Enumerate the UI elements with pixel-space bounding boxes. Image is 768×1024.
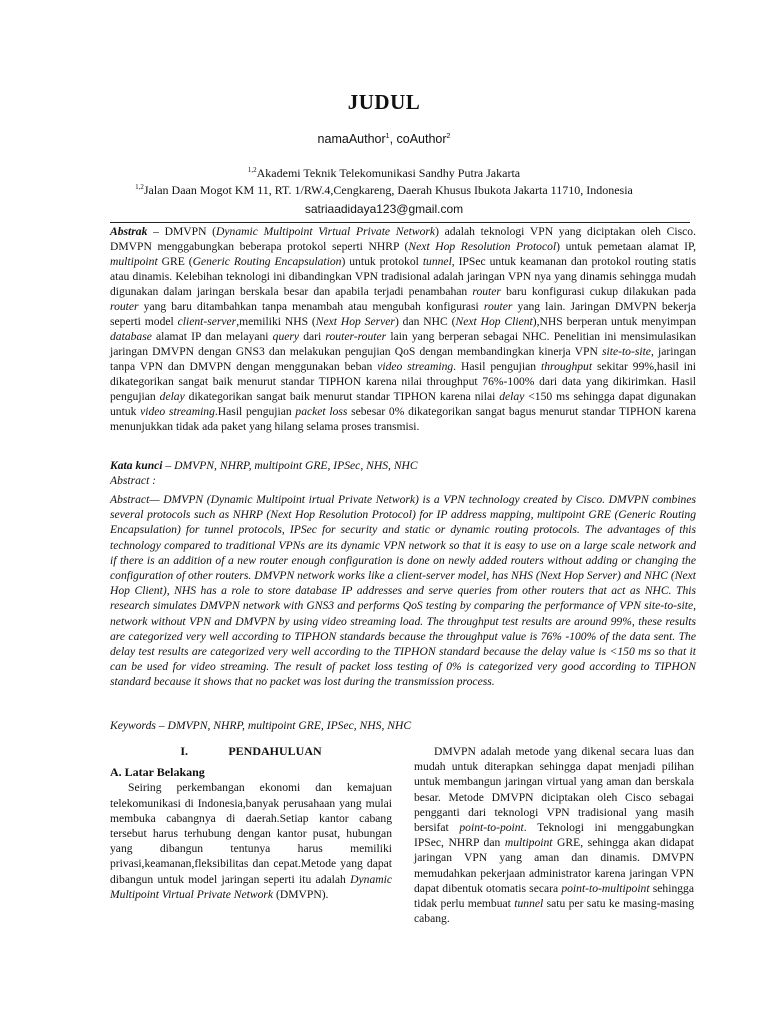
abstract-run: <150 ms sehingga dapat digunakan untuk	[110, 390, 696, 418]
right-paragraph-italic-run: point-to-point	[459, 821, 524, 835]
right-paragraph-italic-run: point-to-multipoint	[561, 881, 650, 895]
keywords-label: Kata kunci	[110, 459, 163, 472]
abstract-english: Abstract— DMVPN (Dynamic Multipoint irtual Private Network) is a VPN technology created by Cisco. DMVPN combines several protocols such as NHRP (Next Hop Resolution Protocol) for IP address mapping, multipoint GRE (Generic Routing Encapsulation) for tunnel protocols, IPSec for security and static or dynamic routing protocols. The advantages of this technology compared to traditional VPNs are its dynamic VPN network so that it is easy to use on a large scale network and if there is an addition of a new router enough configuration is done on newly added routers without adding or changing the configuration of other routers. DMVPN network works like a client-server model, has NHS (Next Hop Server) and NHC (Next Hop Client), NHS has a role to store database IP addresses and serve queries from other routers that act as NHC. This research simulates DMVPN network with GNS3 and performs QoS testing by comparing the performance of VPN site-to-site, network without VPN and DMVPN by using video streaming load. The throughput test results are around 99%, these results are categorized very well according to TIPHON standards because the throughput value is 76% -100% of the data sent. The delay test results are categorized very well according to the TIPHON standard because the delay value is <150 ms so that it can be used for video streaming. The result of packet loss testing of 0% is categorized very good according to TIPHON standard because it shows that no packet was lost during the transmission process.	[110, 493, 696, 689]
abstract-italic-run: delay	[499, 390, 525, 403]
abstract-italic-run: Generic Routing Encapsulation	[192, 255, 342, 268]
abstract-run: baru konfigurasi cukup dilakukan pada	[500, 285, 696, 298]
abstract-run: , jaringan tanpa VPN dan DMVPN dengan menggunakan beban	[110, 345, 696, 373]
abstract-body	[110, 225, 696, 433]
right-paragraph-run: GRE, sehingga akan didapat jaringan VPN yang aman dan dinamis. DMVPN memudahkan pekerjaan administrator karena jaringan VPN dapat dibentuk otomatis secara	[414, 836, 694, 895]
abstract-italic-run: router	[472, 285, 501, 298]
abstract-italic-run: video streaming	[140, 405, 215, 418]
affiliation-institution	[0, 166, 768, 181]
abstract-run: . Hasil pengujian	[453, 360, 541, 373]
section-heading	[110, 744, 392, 759]
abstract-run: dikategorikan sangat baik menurut standar TIPHON karena nilai	[184, 390, 500, 403]
abstract-run: , IPSec untuk keamanan dan protokol routing statis atau dinamis. Kelebihan teknologi ini dibandingkan VPN tradisional adalah jaringan VPN nya yang dinamis sehingga mudah digunakan dalam jaringan berskala besar dan apabila terjadi penambahan	[110, 255, 696, 298]
abstract-english-label: Abstract :	[110, 474, 157, 487]
abstract-italic-run: site-to-site	[602, 345, 651, 358]
left-paragraph-italic-run: Dynamic Multipoint Virtual Private Network	[110, 872, 392, 901]
abstract-italic-run: query	[272, 330, 300, 343]
section-title: PENDAHULUAN	[228, 744, 322, 758]
abstract-run: .Hasil pengujian	[214, 405, 296, 418]
author-name-1: namaAuthor	[317, 132, 386, 146]
affiliation-sup: 1,2	[247, 166, 257, 174]
header-divider	[110, 222, 690, 223]
abstract-italic-run: delay	[159, 390, 185, 403]
right-column	[414, 744, 694, 926]
affiliation-address	[0, 183, 768, 198]
abstract-italic-run: client-server	[177, 315, 237, 328]
intro-paragraph-left	[110, 780, 392, 902]
abstract-run: yang lain. Jaringan DMVPN bekerja seperti model	[110, 300, 696, 328]
abstract-italic-run: database	[110, 330, 152, 343]
author-line	[0, 132, 768, 146]
paper-title: JUDUL	[347, 90, 421, 114]
abstract-run: sebesar 0% dikategorikan sangat bagus menurut standar TIPHON karena menunjukkan tidak ada paket yang hilang selama proses transmisi.	[110, 405, 696, 433]
abstract-italic-run: throughput	[540, 360, 593, 373]
abstract-italic-run: packet loss	[295, 405, 348, 418]
abstract-run: ,memiliki NHS (	[236, 315, 316, 328]
abstract-italic-run: video streaming	[377, 360, 454, 373]
right-paragraph-run: sehingga tidak perlu membuat	[414, 881, 694, 911]
author-sup-2: 2	[446, 132, 451, 140]
affiliation-text: Akademi Teknik Telekomunikasi Sandhy Putra Jakarta	[256, 166, 521, 180]
left-paragraph-run: (DMVPN).	[273, 887, 329, 901]
subsection-heading: A. Latar Belakang	[110, 765, 205, 780]
left-column	[110, 744, 392, 902]
abstract-run: ) untuk pemetaan alamat IP,	[556, 240, 696, 253]
keywords-indonesian	[110, 458, 696, 473]
abstract-run: yang baru ditambahkan tanpa menambah atau mengubah konfigurasi	[138, 300, 484, 313]
abstract-indonesian	[110, 224, 696, 434]
abstract-run: ),NHS berperan untuk menyimpan	[532, 315, 696, 328]
abstract-run: – DMVPN (	[147, 225, 217, 238]
abstract-italic-run: Next Hop Client	[455, 315, 533, 328]
keywords-english: Keywords – DMVPN, NHRP, multipoint GRE, IPSec, NHS, NHC	[110, 719, 412, 732]
abstract-italic-run: multipoint	[110, 255, 158, 268]
abstract-run: alamat IP dan melayani	[151, 330, 273, 343]
left-paragraph-run: Seiring perkembangan ekonomi dan kemajuan telekomunikasi di Indonesia,banyak perusahaan yang mulai membuka cabangnya di daerah.Setiap kantor cabang tersebut harus terhubung dengan kantor pusat, hubungan yang dibangun tentunya harus memiliki privasi,keamanan,fleksibilitas dan cepat.Metode yang dapat dibangun untuk model jaringan seperti itu adalah	[110, 781, 392, 886]
keywords-text: – DMVPN, NHRP, multipoint GRE, IPSec, NHS, NHC	[162, 459, 418, 472]
abstract-italic-run: router	[483, 300, 513, 313]
abstract-run: ) untuk protokol	[341, 255, 423, 268]
right-paragraph-italic-run: multipoint	[504, 836, 553, 850]
abstract-italic-run: Next Hop Resolution Protocol	[408, 240, 557, 253]
abstract-italic-run: Next Hop Server	[315, 315, 395, 328]
abstract-italic-run: router	[110, 300, 139, 313]
right-paragraph-italic-run: tunnel	[514, 897, 544, 911]
abstract-run: dari	[299, 330, 326, 343]
abstract-run: ) dan NHC (	[394, 315, 456, 328]
author-name-2: coAuthor	[396, 132, 447, 146]
intro-paragraph-right	[414, 744, 694, 926]
abstract-label: Abstrak	[110, 225, 148, 238]
affiliation-text: Jalan Daan Mogot KM 11, RT. 1/RW.4,Cengkareng, Daerah Khusus Ibukota Jakarta 11710, Indonesia	[143, 183, 633, 197]
author-separator: ,	[389, 132, 397, 146]
abstract-run: lain yang berperan sebagai NHC. Penelitian ini mensimulasikan jaringan DMVPN dengan GNS3 dan melakukan pengujian QoS dengan membandingkan kinerja VPN	[110, 330, 696, 358]
right-paragraph-run: satu per satu ke masing-masing cabang.	[414, 897, 695, 926]
affiliation-sup: 1,2	[135, 183, 144, 191]
right-paragraph-run: . Teknologi ini menggabungkan IPSec, NHRP dan	[414, 821, 694, 850]
abstract-run: sekitar 99%,hasil ini dikategorikan sangat baik menurut standar TIPHON karena nilai throughput 76%-100% dari data yang dikirimkan. Hasil pengujian	[110, 360, 696, 403]
abstract-italic-run: tunnel	[422, 255, 452, 268]
abstract-run: ) adalah teknologi VPN yang diciptakan oleh Cisco. DMVPN menggabungkan beberapa protokol seperti NHRP (	[110, 225, 696, 253]
author-email: satriaadidaya123@gmail.com	[304, 202, 464, 216]
section-number: I.	[180, 744, 188, 758]
abstract-italic-run: Dynamic Multipoint Virtual Private Network	[216, 225, 436, 238]
abstract-italic-run: router-router	[325, 330, 387, 343]
author-sup-1: 1	[385, 132, 390, 140]
right-paragraph-run: DMVPN adalah metode yang dikenal secara luas dan mudah untuk diterapkan sehingga dapat menjadi pilihan untuk membangun jaringan virtual yang aman dan berskala besar. Metode DMVPN diciptakan oleh Cisco sebagai pengganti dari teknologi VPN tradisional yang masih bersifat	[414, 745, 694, 835]
abstract-run: GRE (	[157, 255, 193, 268]
